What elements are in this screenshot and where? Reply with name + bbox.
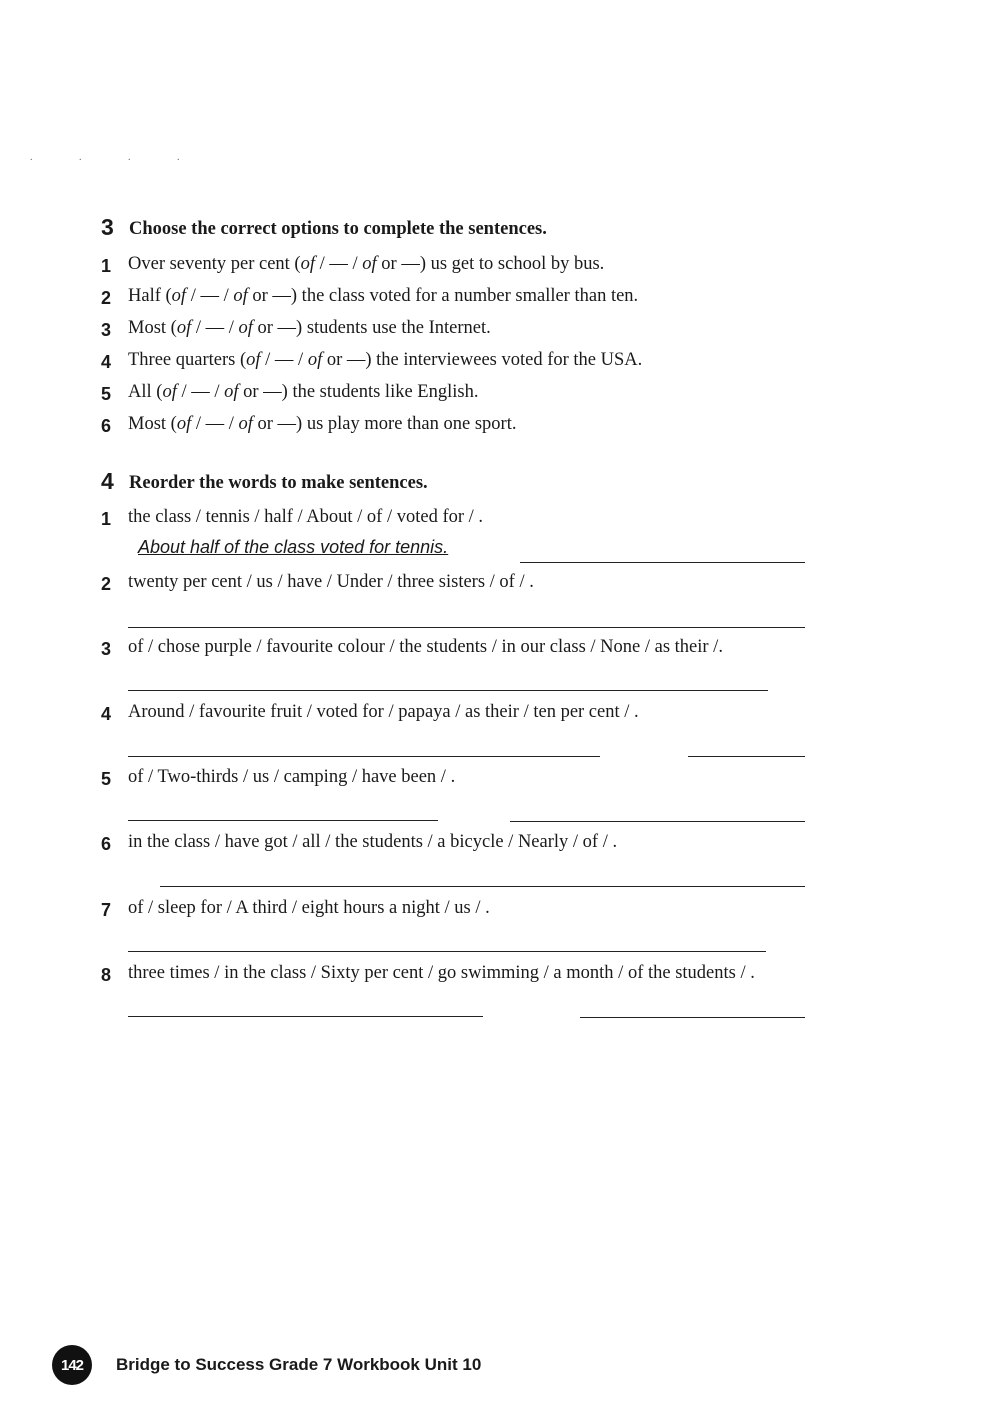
ex4-item-number: 2 (101, 574, 112, 594)
ex3-item-number: 5 (101, 384, 112, 404)
answer-line (128, 1016, 483, 1017)
ex3-item-text: Three quarters (of / — / of or —) the interviewees voted for the USA. (128, 350, 643, 370)
ex3-item-number: 1 (101, 256, 112, 276)
ex4-item-number: 7 (101, 900, 112, 920)
page-footer (52, 1345, 481, 1385)
ex4-item-number: 4 (101, 704, 112, 724)
ex4-item-number: 8 (101, 965, 112, 985)
exercise-3-instruction: Choose the correct options to complete the sentences. (129, 219, 547, 239)
ex4-item-number: 6 (101, 834, 112, 854)
ex4-item-text: three times / in the class / Sixty per cent / go swimming / a month / of the students / . (128, 963, 755, 983)
answer-line (128, 627, 805, 628)
ex3-item-text: Over seventy per cent (of / — / of or —) us get to school by bus. (128, 254, 605, 274)
ex3-item-number: 6 (101, 416, 112, 436)
ex3-item-number: 3 (101, 320, 112, 340)
answer-line (128, 820, 438, 821)
ex4-item-number: 5 (101, 769, 112, 789)
answer-line (688, 756, 805, 757)
ex4-item-text: in the class / have got / all / the students / a bicycle / Nearly / of / . (128, 832, 618, 852)
ex4-item-text: of / chose purple / favourite colour / the students / in our class / None / as their /. (128, 637, 723, 657)
ex4-item-number: 3 (101, 639, 112, 659)
answer-line (580, 1017, 805, 1018)
margin-marks: . . . . (30, 152, 202, 163)
ex3-item-number: 4 (101, 352, 112, 372)
answer-line (128, 756, 600, 757)
exercise-3-number: 3 (101, 214, 114, 240)
ex4-item-text: of / sleep for / A third / eight hours a night / us / . (128, 898, 490, 918)
ex3-item-text: Half (of / — / of or —) the class voted for a number smaller than ten. (128, 286, 639, 306)
answer-line (128, 690, 768, 691)
answer-line (160, 886, 805, 887)
ex4-item-text: the class / tennis / half / About / of / voted for / . (128, 507, 484, 527)
ex4-item-text: of / Two-thirds / us / camping / have been / . (128, 767, 456, 787)
ex3-item-text: Most (of / — / of or —) students use the Internet. (128, 318, 491, 338)
answer-line (128, 951, 766, 952)
answer-line (510, 821, 805, 822)
example-answer: About half of the class voted for tennis. (138, 537, 449, 557)
answer-line (520, 562, 805, 563)
ex3-item-text: All (of / — / of or —) the students like English. (128, 382, 479, 402)
ex4-item-text: Around / favourite fruit / voted for / papaya / as their / ten per cent / . (128, 702, 639, 722)
ex3-item-text: Most (of / — / of or —) us play more than one sport. (128, 414, 517, 434)
ex3-item-number: 2 (101, 288, 112, 308)
ex4-item-number: 1 (101, 509, 112, 529)
page-number: 142 (52, 1345, 92, 1385)
exercise-4-instruction: Reorder the words to make sentences. (129, 473, 428, 493)
ex4-item-text: twenty per cent / us / have / Under / three sisters / of / . (128, 572, 534, 592)
exercise-4-number: 4 (101, 468, 114, 494)
footer-title: Bridge to Success Grade 7 Workbook Unit 10 (116, 1355, 482, 1374)
